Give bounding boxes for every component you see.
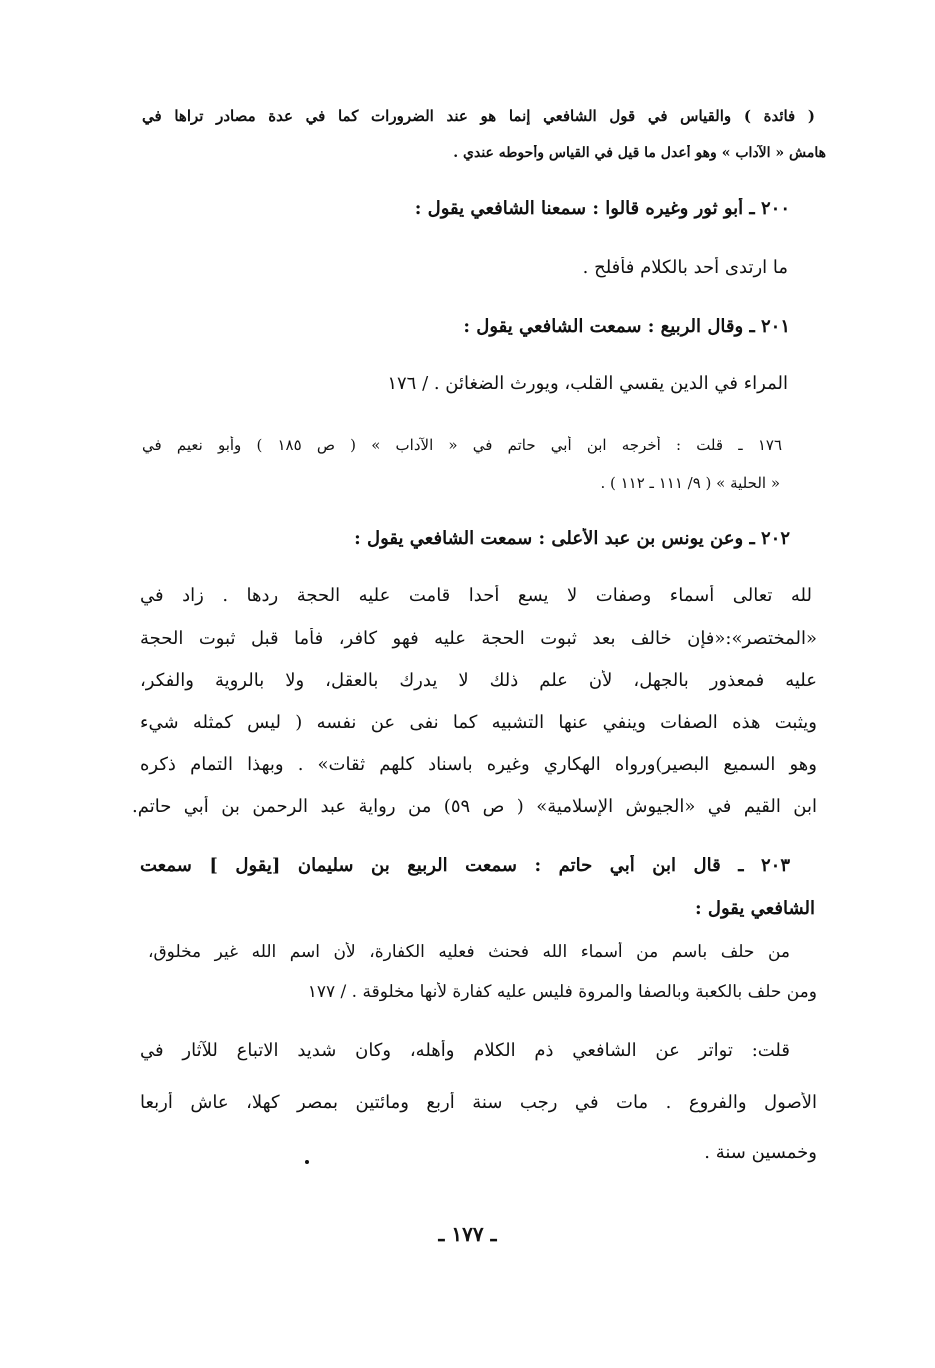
item-202-line-2: «المختصر»:«فإن خالف بعد ثبوت الحجة عليه فهو كافر، فأما قبل ثبوت الحجة xyxy=(140,628,817,649)
item-200-text: ما ارتدى أحد بالكلام فأفلح . xyxy=(582,257,788,278)
page-number: ـ ١٧٧ ـ xyxy=(438,1222,497,1246)
item-202-line-3: عليه فمعذور بالجهل، لأن علم ذلك لا يدرك بالعقل، ولا بالروية والفكر، xyxy=(140,670,817,691)
item-202-line-6: ابن القيم في «الجيوش الإسلامية» ( ص ٥٩) من رواية عبد الرحمن بن أبي حاتم. xyxy=(132,796,817,817)
footnote-top-line-2: هامش « الآداب » وهو أعدل ما قيل في القياس وأحوطه عندي . xyxy=(453,145,826,161)
closing-line-1: قلت: تواتر عن الشافعي ذم الكلام وأهله، وكان شديد الاتباع للآثار في xyxy=(140,1040,790,1061)
item-202-heading: ٢٠٢ ـ وعن يونس بن عبد الأعلى : سمعت الشافعي يقول : xyxy=(354,528,790,549)
item-202-line-1: لله تعالى أسماء وصفات لا يسع أحدا قامت عليه الحجة ردها . زاد في xyxy=(140,585,812,606)
item-200-heading: ٢٠٠ ـ أبو ثور وغيره قالوا : سمعنا الشافعي يقول : xyxy=(414,198,790,219)
item-202-line-4: ويثبت هذه الصفات وينفي عنها التشبيه كما نفى عن نفسه ( ليس كمثله شيء xyxy=(140,712,817,733)
footnote-176-line-2: « الحلية » ( ٩/ ١١١ ـ ١١٢ ) . xyxy=(600,474,780,492)
item-203-text-line-1: من حلف باسم من أسماء الله فحنث فعليه الكفارة، لأن اسم الله غير مخلوق، xyxy=(148,942,790,962)
stray-dot xyxy=(305,1160,309,1164)
footnote-176-line-1: ١٧٦ ـ قلت : أخرجه ابن أبي حاتم في « الآداب » ( ص ١٨٥ ) وأبو نعيم في xyxy=(142,436,782,454)
item-203-heading-line-2: الشافعي يقول : xyxy=(695,898,815,919)
item-201-heading: ٢٠١ ـ وقال الربيع : سمعت الشافعي يقول : xyxy=(463,316,790,337)
footnote-top-line-1: ( فائدة ) والقياس في قول الشافعي إنما هو عند الضرورات كما في عدة مصادر تراها في xyxy=(142,107,815,125)
item-202-line-5: وهو السميع البصير)ورواه الهكاري وغيره باسناد كلهم ثقات» . وبهذا التمام ذكره xyxy=(140,754,817,775)
item-203-text-line-2: ومن حلف بالكعبة وبالصفا والمروة فليس عليه كفارة لأنها مخلوقة . / ١٧٧ xyxy=(307,982,817,1002)
closing-line-3: وخمسين سنة . xyxy=(704,1142,817,1163)
item-201-text: المراء في الدين يقسي القلب، ويورث الضغائن . / ١٧٦ xyxy=(387,373,788,394)
closing-line-2: الأصول والفروع . مات في رجب سنة أربع ومائتين بمصر كهلا، عاش أربعا xyxy=(140,1092,817,1113)
item-203-heading-line-1: ٢٠٣ ـ قال ابن أبي حاتم : سمعت الربيع بن سليمان [يقول ] سمعت xyxy=(140,855,790,876)
